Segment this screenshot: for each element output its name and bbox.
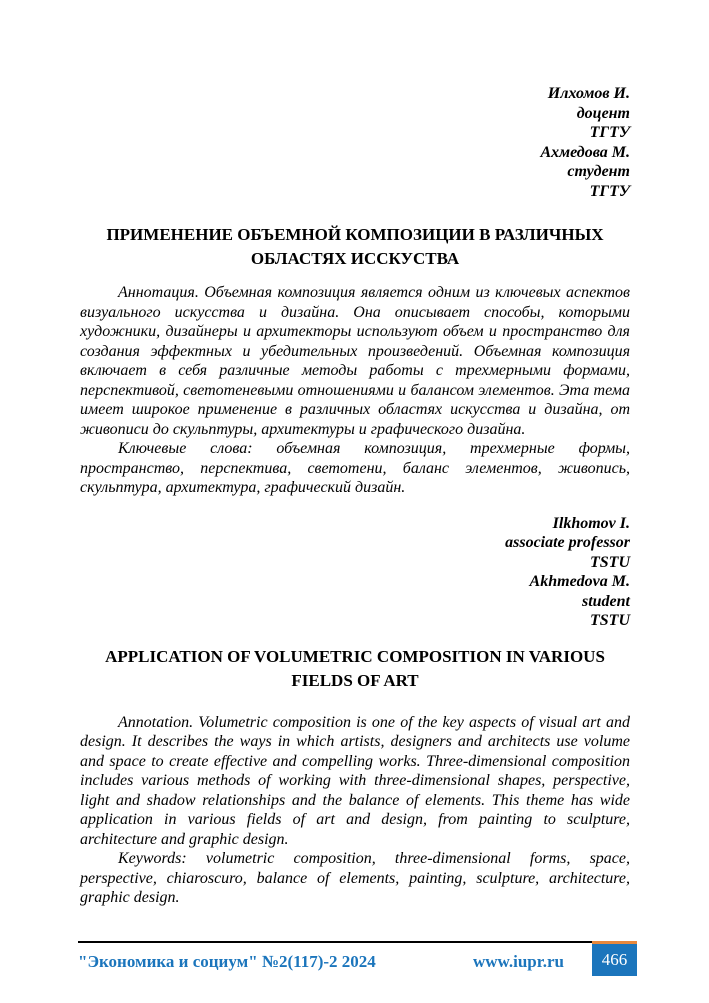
- author-ru-name-1: Илхомов И.: [547, 85, 630, 102]
- journal-title: "Экономика и социум" №2(117)-2 2024: [78, 952, 376, 971]
- annotation-ru: Аннотация. Объемная композиция является одним из ключевых аспектов визуального искусства и дизайна. Она описывает способы, которыми художники, дизайнеры и архитекторы используют объем и пространство для создания эффектных и убедительных произведений. Объемная композиция включает в себя различные методы работы с трехмерными формами, перспективой, светотеневыми отношениями и балансом элементов. Эта тема имеет широкое применение в различных областях искусства и дизайна, от живописи до скульптуры, архитектуры и графического дизайна.: [80, 284, 630, 438]
- author-ru-role-2: студент: [567, 163, 630, 180]
- author-en-affiliation-1: TSTU: [590, 553, 630, 571]
- article-title-ru: ПРИМЕНЕНИЕ ОБЪЕМНОЙ КОМПОЗИЦИИ В РАЗЛИЧНЫХ ОБЛАСТЯХ ИССКУСТВА: [106, 225, 604, 268]
- author-en-name-1: Ilkhomov I.: [552, 514, 630, 532]
- author-ru-name-2: Ахмедова М.: [540, 143, 630, 161]
- author-ru-affiliation-2: ТГТУ: [589, 182, 630, 200]
- page-number-badge: [592, 941, 637, 976]
- article-title-en: APPLICATION OF VOLUMETRIC COMPOSITION IN VARIOUS FIELDS OF ART: [105, 646, 605, 690]
- footer-rule: [78, 941, 592, 972]
- author-en-role-1: associate professor: [505, 534, 630, 551]
- page-number: 466: [601, 950, 628, 969]
- keywords-en: Keywords: volumetric composition, three-dimensional forms, space, perspective, chiaroscuro, balance of elements, painting, sculpture, architecture, graphic design.: [80, 850, 630, 906]
- authors-ru-block: [80, 84, 630, 201]
- keywords-ru: Ключевые слова: объемная композиция, трехмерные формы, пространство, перспектива, светотени, баланс элементов, живопись, скульптура, архитектура, графический дизайн.: [80, 440, 630, 496]
- author-en-affiliation-2: TSTU: [590, 612, 630, 629]
- author-ru-role-1: доцент: [576, 104, 630, 122]
- annotation-en: Annotation. Volumetric composition is one of the key aspects of visual art and design. It describes the ways in which artists, designers and architects use volume and space to create effective and compelling works. Three-dimensional composition includes various methods of working with three-dimensional shapes, perspective, light and shadow relationships and the balance of elements. This theme has wide application in various fields of art and design, from painting to sculpture, architecture and graphic design.: [80, 713, 630, 848]
- authors-en-block: [80, 514, 630, 631]
- author-en-name-2: Akhmedova M.: [529, 573, 630, 590]
- author-ru-affiliation-1: ТГТУ: [589, 124, 630, 141]
- author-en-role-2: student: [581, 592, 630, 610]
- page-content: [80, 84, 630, 908]
- website-link[interactable]: www.iupr.ru: [472, 952, 564, 971]
- page-footer: [78, 941, 637, 976]
